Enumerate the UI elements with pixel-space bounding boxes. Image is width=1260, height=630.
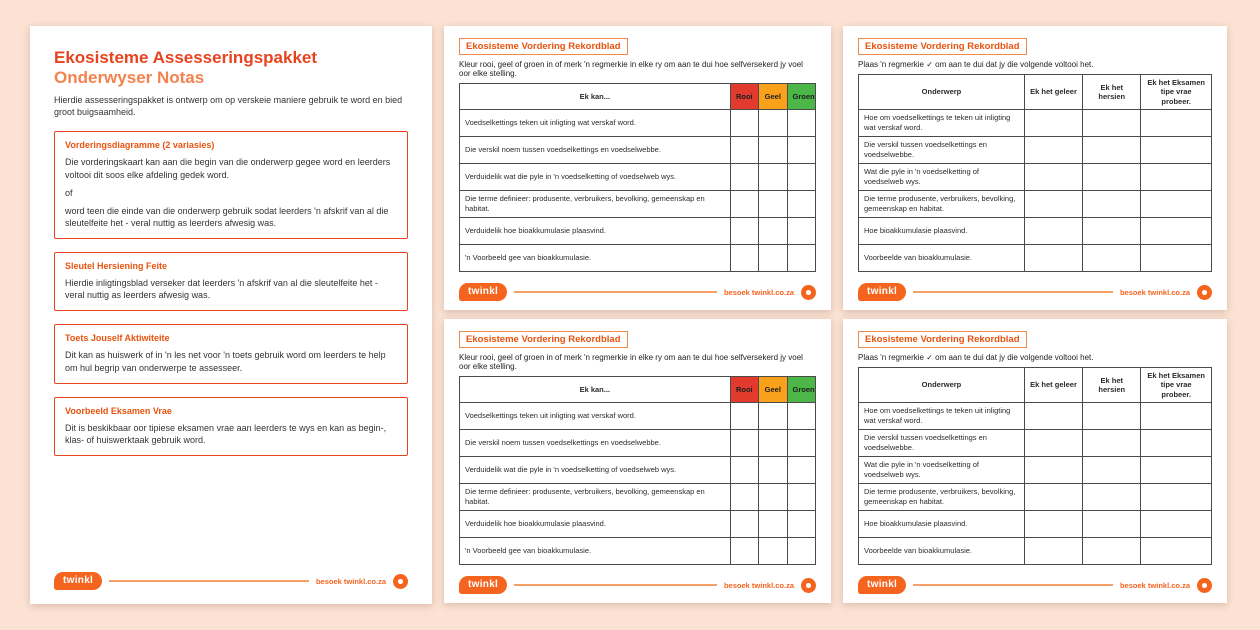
geleer-blank-cell <box>1024 164 1082 191</box>
groen-blank-cell <box>787 538 815 565</box>
groen-blank-cell <box>787 403 815 430</box>
groen-blank-cell <box>787 110 815 137</box>
statement-cell: Verduidelik wat die pyle in 'n voedselketting of voedselweb wys. <box>460 457 731 484</box>
table-row <box>460 218 816 245</box>
statement-cell: Verduidelik wat die pyle in 'n voedselketting of voedselweb wys. <box>460 164 731 191</box>
geleer-blank-cell <box>1024 137 1082 164</box>
column-header-groen: Groen <box>787 377 815 403</box>
hersien-blank-cell <box>1083 430 1141 457</box>
geleer-blank-cell <box>1024 457 1082 484</box>
section-heading: Vorderingsdiagramme (2 variasies) <box>65 140 215 151</box>
groen-blank-cell <box>787 430 815 457</box>
tick-record-page <box>843 26 1227 310</box>
statement-cell: Hoe bioakkumulasie plaasvind. <box>859 511 1025 538</box>
geleer-blank-cell <box>1024 245 1082 272</box>
groen-blank-cell <box>787 484 815 511</box>
table-row <box>859 191 1212 218</box>
page-title: Ekosisteme Vordering Rekordblad <box>858 331 1027 348</box>
rooi-blank-cell <box>730 245 758 272</box>
visit-link: besoek twinkl.co.za <box>723 580 794 590</box>
column-header-ek-kan: Ek kan... <box>460 84 731 110</box>
table-row <box>859 511 1212 538</box>
table-row <box>859 245 1212 272</box>
groen-blank-cell <box>787 191 815 218</box>
section-paragraph: Die vorderingskaart kan aan die begin van die onderwerp gegee word en leerders voltooi dit soos elke afdeling gedek word. <box>65 157 391 180</box>
groen-blank-cell <box>787 511 815 538</box>
section-sleutel-hersiening <box>54 252 408 311</box>
section-voorbeeld-eksamen <box>54 397 408 456</box>
statement-cell: 'n Voorbeeld gee van bioakkumulasie. <box>460 538 731 565</box>
table-row <box>460 164 816 191</box>
geel-blank-cell <box>759 218 787 245</box>
geel-blank-cell <box>759 484 787 511</box>
tick-record-table <box>858 74 1212 272</box>
table-row <box>859 457 1212 484</box>
eksamen-blank-cell <box>1141 110 1212 137</box>
twinkl-logo: twinkl <box>459 283 507 301</box>
table-row <box>460 484 816 511</box>
geel-blank-cell <box>759 191 787 218</box>
page-title <box>54 48 408 87</box>
column-header-geel: Geel <box>759 84 787 110</box>
rooi-blank-cell <box>730 538 758 565</box>
column-header-onderwerp: Onderwerp <box>859 75 1025 110</box>
table-row <box>859 137 1212 164</box>
statement-cell: Die terme definieer: produsente, verbruikers, bevolking, gemeenskap en habitat. <box>460 484 731 511</box>
color-record-table <box>459 376 816 565</box>
table-row <box>460 110 816 137</box>
hersien-blank-cell <box>1083 457 1141 484</box>
section-heading: Voorbeeld Eksamen Vrae <box>65 405 172 416</box>
twinkl-seal-icon <box>393 574 408 589</box>
table-row <box>859 164 1212 191</box>
groen-blank-cell <box>787 164 815 191</box>
rooi-blank-cell <box>730 457 758 484</box>
hersien-blank-cell <box>1083 191 1141 218</box>
section-paragraph: of <box>65 187 73 198</box>
rooi-blank-cell <box>730 191 758 218</box>
footer-divider <box>514 584 717 586</box>
eksamen-blank-cell <box>1141 218 1212 245</box>
table-row <box>859 430 1212 457</box>
twinkl-logo: twinkl <box>858 283 906 301</box>
page-footer <box>54 566 408 590</box>
page-footer <box>459 570 816 594</box>
column-header-geleer: Ek het geleer <box>1024 75 1082 110</box>
twinkl-logo: twinkl <box>54 572 102 590</box>
statement-cell: Verduidelik hoe bioakkumulasie plaasvind. <box>460 218 731 245</box>
table-row <box>859 403 1212 430</box>
twinkl-seal-icon <box>801 578 816 593</box>
table-row <box>460 137 816 164</box>
column-header-ek-kan: Ek kan... <box>460 377 731 403</box>
statement-cell: Wat die pyle in 'n voedselketting of voedselweb wys. <box>859 457 1025 484</box>
statement-cell: Hoe om voedselkettings te teken uit inligting wat verskaf word. <box>859 403 1025 430</box>
geel-blank-cell <box>759 457 787 484</box>
hersien-blank-cell <box>1083 484 1141 511</box>
visit-link: besoek twinkl.co.za <box>315 576 386 586</box>
statement-cell: Verduidelik hoe bioakkumulasie plaasvind. <box>460 511 731 538</box>
left-column <box>30 26 432 604</box>
hersien-blank-cell <box>1083 245 1141 272</box>
eksamen-blank-cell <box>1141 484 1212 511</box>
section-toets-jouself <box>54 324 408 383</box>
column-header-rooi: Rooi <box>730 377 758 403</box>
statement-cell: Hoe om voedselkettings te teken uit inligting wat verskaf word. <box>859 110 1025 137</box>
section-paragraph: Dit kan as huiswerk of in 'n les net voor 'n toets gebruik word om leerders te help om hul begrip van onderwerpe te assesseer. <box>65 350 386 373</box>
right-column <box>843 26 1227 604</box>
geleer-blank-cell <box>1024 484 1082 511</box>
statement-cell: Hoe bioakkumulasie plaasvind. <box>859 218 1025 245</box>
twinkl-logo: twinkl <box>858 576 906 594</box>
groen-blank-cell <box>787 457 815 484</box>
middle-column <box>444 26 831 604</box>
rooi-blank-cell <box>730 430 758 457</box>
page-title: Ekosisteme Vordering Rekordblad <box>459 38 628 55</box>
groen-blank-cell <box>787 218 815 245</box>
rooi-blank-cell <box>730 137 758 164</box>
groen-blank-cell <box>787 245 815 272</box>
geel-blank-cell <box>759 164 787 191</box>
geleer-blank-cell <box>1024 218 1082 245</box>
geleer-blank-cell <box>1024 511 1082 538</box>
section-heading: Sleutel Hersiening Feite <box>65 261 168 272</box>
instruction-text: Kleur rooi, geel of groen in of merk 'n regmerkie in elke ry om aan te dui hoe selfversekerd jy voel oor elke stelling. <box>459 60 803 78</box>
rooi-blank-cell <box>730 403 758 430</box>
statement-cell: Die terme produsente, verbruikers, bevolking, gemeenskap en habitat. <box>859 191 1025 218</box>
table-header-row <box>859 368 1212 403</box>
geel-blank-cell <box>759 538 787 565</box>
geleer-blank-cell <box>1024 110 1082 137</box>
color-record-page <box>444 319 831 603</box>
footer-divider <box>514 291 717 293</box>
hersien-blank-cell <box>1083 110 1141 137</box>
table-row <box>460 191 816 218</box>
statement-cell: Voedselkettings teken uit inligting wat verskaf word. <box>460 403 731 430</box>
groen-blank-cell <box>787 137 815 164</box>
table-row <box>460 457 816 484</box>
table-row <box>460 430 816 457</box>
geel-blank-cell <box>759 403 787 430</box>
rooi-blank-cell <box>730 164 758 191</box>
rooi-blank-cell <box>730 484 758 511</box>
section-paragraph: Dit is beskikbaar oor tipiese eksamen vrae aan leerders te wys en kan as begin-, klas- of huiswerktaak gebruik word. <box>65 422 387 445</box>
color-record-table <box>459 83 816 272</box>
page-footer <box>459 277 816 301</box>
section-heading: Toets Jouself Aktiwiteite <box>65 333 170 344</box>
geel-blank-cell <box>759 511 787 538</box>
column-header-rooi: Rooi <box>730 84 758 110</box>
twinkl-seal-icon <box>801 285 816 300</box>
section-paragraph: Hierdie inligtingsblad verseker dat leerders 'n afskrif van al die sleutelfeite het - veral nuttig as leerders afwesig was. <box>65 278 378 301</box>
rooi-blank-cell <box>730 511 758 538</box>
table-header-row <box>460 84 816 110</box>
page-title: Ekosisteme Vordering Rekordblad <box>858 38 1027 55</box>
column-header-groen: Groen <box>787 84 815 110</box>
statement-cell: Die verskil tussen voedselkettings en voedselwebbe. <box>859 137 1025 164</box>
page-title: Ekosisteme Vordering Rekordblad <box>459 331 628 348</box>
hersien-blank-cell <box>1083 538 1141 565</box>
twinkl-seal-icon <box>1197 285 1212 300</box>
table-header-row <box>460 377 816 403</box>
visit-link: besoek twinkl.co.za <box>1119 287 1190 297</box>
table-header-row <box>859 75 1212 110</box>
geel-blank-cell <box>759 245 787 272</box>
hersien-blank-cell <box>1083 403 1141 430</box>
statement-cell: Die terme definieer: produsente, verbruikers, bevolking, gemeenskap en habitat. <box>460 191 731 218</box>
column-header-eksamen: Ek het Eksamen tipe vrae probeer. <box>1141 75 1212 110</box>
title-sub: Onderwyser Notas <box>54 67 205 87</box>
rooi-blank-cell <box>730 110 758 137</box>
statement-cell: Voorbeelde van bioakkumulasie. <box>859 245 1025 272</box>
column-header-onderwerp: Onderwerp <box>859 368 1025 403</box>
statement-cell: 'n Voorbeeld gee van bioakkumulasie. <box>460 245 731 272</box>
eksamen-blank-cell <box>1141 457 1212 484</box>
eksamen-blank-cell <box>1141 164 1212 191</box>
geleer-blank-cell <box>1024 538 1082 565</box>
hersien-blank-cell <box>1083 137 1141 164</box>
eksamen-blank-cell <box>1141 430 1212 457</box>
title-main: Ekosisteme Assesseringspakket <box>54 48 318 67</box>
geleer-blank-cell <box>1024 191 1082 218</box>
tick-record-page <box>843 319 1227 603</box>
geel-blank-cell <box>759 110 787 137</box>
footer-divider <box>913 291 1113 293</box>
footer-divider <box>913 584 1113 586</box>
instruction-text: Kleur rooi, geel of groen in of merk 'n regmerkie in elke ry om aan te dui hoe selfversekerd jy voel oor elke stelling. <box>459 353 803 371</box>
column-header-hersien: Ek het hersien <box>1083 75 1141 110</box>
footer-divider <box>109 580 309 582</box>
table-row <box>460 538 816 565</box>
visit-link: besoek twinkl.co.za <box>1119 580 1190 590</box>
geel-blank-cell <box>759 430 787 457</box>
eksamen-blank-cell <box>1141 191 1212 218</box>
rooi-blank-cell <box>730 218 758 245</box>
section-paragraph: word teen die einde van die onderwerp gebruik sodat leerders 'n afskrif van al die sleutelfeite het - veral nuttig as leerders afwesig was. <box>65 205 389 228</box>
table-row <box>460 511 816 538</box>
table-row <box>859 484 1212 511</box>
table-row <box>859 110 1212 137</box>
eksamen-blank-cell <box>1141 245 1212 272</box>
column-header-geleer: Ek het geleer <box>1024 368 1082 403</box>
eksamen-blank-cell <box>1141 538 1212 565</box>
column-header-hersien: Ek het hersien <box>1083 368 1141 403</box>
geleer-blank-cell <box>1024 430 1082 457</box>
table-row <box>460 245 816 272</box>
color-record-page <box>444 26 831 310</box>
table-row <box>859 218 1212 245</box>
instruction-text: Plaas 'n regmerkie ✓ om aan te dui dat jy die volgende voltooi het. <box>858 60 1094 69</box>
teacher-notes-page <box>30 26 432 604</box>
intro-text: Hierdie assesseringspakket is ontwerp om op verskeie maniere gebruik te word en bied groot buigsaamheid. <box>54 95 403 118</box>
statement-cell: Voorbeelde van bioakkumulasie. <box>859 538 1025 565</box>
twinkl-seal-icon <box>1197 578 1212 593</box>
instruction-text: Plaas 'n regmerkie ✓ om aan te dui dat jy die volgende voltooi het. <box>858 353 1094 362</box>
statement-cell: Wat die pyle in 'n voedselketting of voedselweb wys. <box>859 164 1025 191</box>
statement-cell: Die verskil noem tussen voedselkettings en voedselwebbe. <box>460 430 731 457</box>
eksamen-blank-cell <box>1141 137 1212 164</box>
column-header-eksamen: Ek het Eksamen tipe vrae probeer. <box>1141 368 1212 403</box>
section-vorderingsdiagramme <box>54 131 408 239</box>
geel-blank-cell <box>759 137 787 164</box>
eksamen-blank-cell <box>1141 403 1212 430</box>
statement-cell: Die verskil tussen voedselkettings en voedselwebbe. <box>859 430 1025 457</box>
page-footer <box>858 277 1212 301</box>
table-row <box>460 403 816 430</box>
twinkl-logo: twinkl <box>459 576 507 594</box>
page-footer <box>858 570 1212 594</box>
hersien-blank-cell <box>1083 164 1141 191</box>
hersien-blank-cell <box>1083 218 1141 245</box>
table-row <box>859 538 1212 565</box>
eksamen-blank-cell <box>1141 511 1212 538</box>
statement-cell: Voedselkettings teken uit inligting wat verskaf word. <box>460 110 731 137</box>
hersien-blank-cell <box>1083 511 1141 538</box>
statement-cell: Die verskil noem tussen voedselkettings en voedselwebbe. <box>460 137 731 164</box>
geleer-blank-cell <box>1024 403 1082 430</box>
column-header-geel: Geel <box>759 377 787 403</box>
tick-record-table <box>858 367 1212 565</box>
statement-cell: Die terme produsente, verbruikers, bevolking, gemeenskap en habitat. <box>859 484 1025 511</box>
visit-link: besoek twinkl.co.za <box>723 287 794 297</box>
